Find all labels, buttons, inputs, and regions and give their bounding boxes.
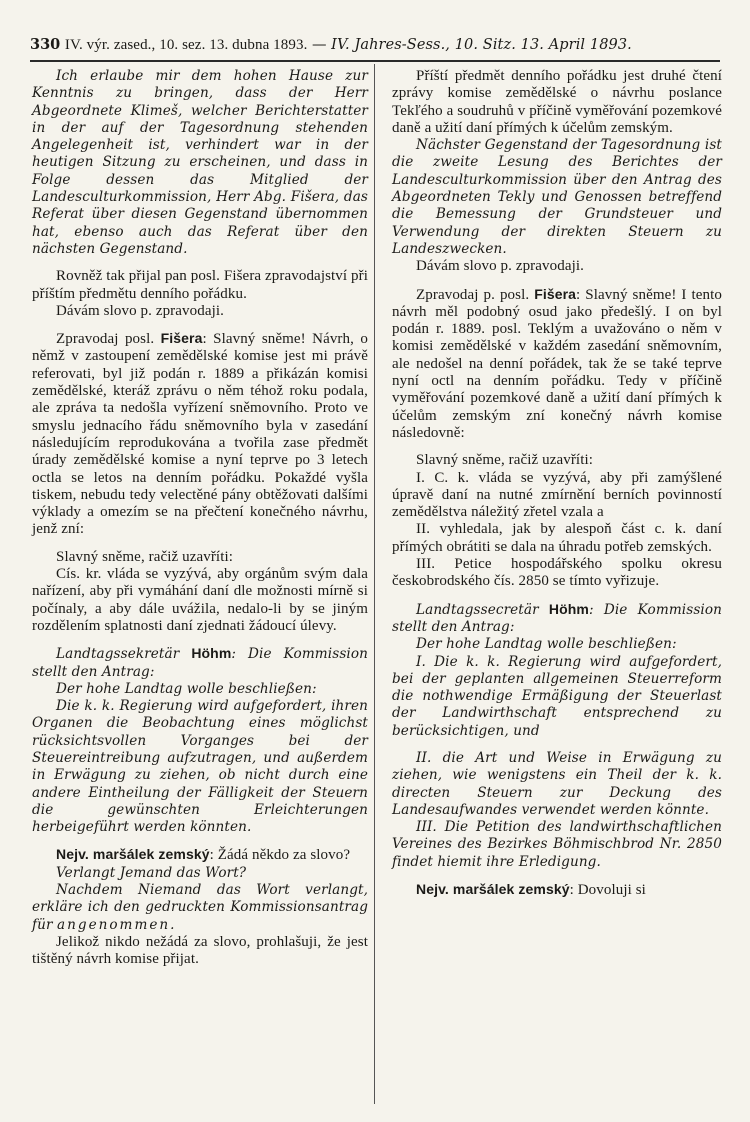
- czech-heading: IV. výr. zased., 10. sez. 13. dubna 1893.: [64, 37, 308, 53]
- german-heading: IV. Jahres-Sess., 10. Sitz. 13. April 1893.: [331, 37, 632, 53]
- paragraph: Der hohe Landtag wolle beschließen:: [56, 680, 317, 697]
- speaker-prefix: Landtagssecretär: [416, 601, 539, 618]
- speaker-name: Nejv. maršálek zemský: [56, 846, 210, 863]
- speaker-name: Höhm: [191, 645, 232, 662]
- speech-paragraph: [392, 601, 722, 637]
- paragraph: II. die Art und Weise in Erwägung zu ziehen, wie wenigstens ein Theil der k. k. directen Steuern zur Deckung des Landesaufwandes verwendet werden könnte.: [392, 749, 722, 818]
- paragraph: Příští předmět denního pořádku jest druhé čtení zprávy komise zemědělské o návrhu poslance Tekľého a soudruhů v příčině vyměřování pozemkové daně a užití daní přímých k účelům zemským.: [392, 68, 722, 136]
- page-header: [30, 36, 720, 70]
- paragraph: Slavný sněme, račiž uzavříti:: [416, 452, 594, 469]
- paragraph: Nächster Gegenstand der Tagesordnung ist die zweite Lesung des Berichtes der Landesculturkommission über den Antrag des Abgeordneten Tekly und Genossen betreffend die Bemessung der Grundsteuer und Verwendung der direkten Steuern zu Landeszwecken.: [392, 137, 722, 257]
- speaker-prefix: Landtagssekretär: [56, 646, 180, 663]
- paragraph: Verlangt Jemand das Wort?: [56, 864, 247, 881]
- paragraph: Dávám slovo p. zpravodaji.: [56, 302, 224, 319]
- paragraph: [32, 882, 368, 934]
- speech-text: : Die Kommission stellt den Antrag:: [392, 601, 722, 635]
- paragraph: Rovněž tak přijal pan posl. Fišera zpravodajství při příštím předmětu denního pořádku.: [32, 268, 368, 302]
- paragraph: Dávám slovo p. zpravodaji.: [416, 258, 584, 275]
- speech-paragraph: [32, 330, 368, 539]
- left-column: [32, 68, 368, 969]
- paragraph: Die k. k. Regierung wird aufgefordert, ihren Organen die Beobachtung eines möglichst rücksichtsvollen Vorganges bei der Steuereintreibung aufzutragen, und außerdem in Erwägung zu ziehen, ob nicht durch eine andere Eintheilung der Fälligkeit der Steuern die gewünschten Erleichterungen herbeigeführt werden könnten.: [32, 698, 368, 836]
- speech-text: : Die Kommission stellt den Antrag:: [32, 646, 368, 680]
- speech-paragraph: [32, 846, 368, 864]
- speech-paragraph: [32, 645, 368, 681]
- header-rule: [30, 60, 720, 62]
- speech-paragraph: [392, 881, 722, 899]
- speaker-name: Fišera: [160, 330, 203, 347]
- speaker-prefix: Zpravodaj p. posl.: [416, 286, 530, 303]
- paragraph: II. vyhledala, jak by alespoň část c. k. daní přímých obrátiti se dala na úhradu potřeb zemských.: [392, 521, 722, 555]
- paragraph: I. C. k. vláda se vyzývá, aby při zamýšlené úpravě daní na nutné zmírnění berních povinností zemědělstva náležitý zřetel vzala a: [392, 469, 722, 521]
- speech-paragraph: [392, 286, 722, 443]
- paragraph: I. Die k. k. Regierung wird aufgefordert, bei der geplanten allgemeinen Steuerreform die nothwendige Ermäßigung der Steuerlast der Landwirthschaft entsprechend zu berücksichtigen, und: [392, 653, 722, 739]
- speech-text: : Žádá někdo za slovo?: [209, 847, 351, 864]
- speaker-name: Höhm: [548, 600, 589, 617]
- column-divider: [374, 64, 375, 1104]
- paragraph: III. Die Petition des landwirthschaftlichen Vereines des Bezirkes Böhmischbrod Nr. 2850 findet hiemit ihre Erledigung.: [392, 819, 722, 870]
- right-column: [392, 68, 722, 899]
- speech-text: : Slavný sněme! Návrh, o němž v zastoupení zemědělské komise jest mi právě referovati, byl již podán r. 1889 a přikázán komisi zemědělské, kteráž zprávu o něm téhož roku podala, ale zpráva ta nedošla vyřízení sněmovního. Proto ve smyslu jednacího řádu sněmovního byla v zasedání následujícím reprodukována a tvořila zase předmět úrady zemědělské komise a nyní teprve po 3 letech octla se letos na denním pořádku. Pokaždé vyšla tiskem, nebudu tedy velectěné pány obtěžovati dalšími výklady a omezím se na přečtení konečného návrhu, jenž zní:: [32, 331, 368, 538]
- spaced-word: angenommen.: [57, 916, 177, 933]
- speech-text: : Dovoluji si: [569, 882, 646, 899]
- speaker-prefix: Zpravodaj posl.: [56, 331, 155, 348]
- paragraph: Ich erlaube mir dem hohen Hause zur Kenntnis zu bringen, dass der Herr Abgeordnete Klimeš, welcher Berichterstatter in der auf der Tagesordnung stehenden Angelegenheit ist, verhindert war in der heutigen Sitzung zu erscheinen, und dass in Folge dessen das Mitglied der Landesculturkommission, Herr Abg. Fišera, das Referat über diesen Gegenstand übernommen hat, ebenso auch das Referat über den nächsten Gegenstand.: [32, 68, 368, 257]
- paragraph: Cís. kr. vláda se vyzývá, aby orgánům svým dala nařízení, aby při vymáhání daní dle možnosti mírně si počínaly, a aby dále uvážila, nedalo-li by se jiným rozdělením splatnosti daní zjednati žádoucí úlevy.: [32, 566, 368, 634]
- header-separator: —: [312, 37, 327, 53]
- speaker-name: Nejv. maršálek zemský: [416, 881, 570, 898]
- page-number: 330: [30, 36, 61, 53]
- paragraph: Der hohe Landtag wolle beschließen:: [416, 636, 677, 653]
- speaker-name: Fišera: [534, 285, 577, 302]
- paragraph: Slavný sněme, račiž uzavříti:: [56, 548, 234, 565]
- paragraph-text: Nachdem Niemand das Wort verlangt, erkläre ich den gedruckten Kommissionsantrag für: [32, 882, 368, 933]
- paragraph: Jelikož nikdo nežádá za slovo, prohlašuji, že jest tištěný návrh komise přijat.: [32, 933, 368, 968]
- paragraph: III. Petice hospodářského spolku okresu českobrodského čís. 2850 se tímto vyřizuje.: [392, 556, 722, 590]
- speech-text: : Slavný sněme! I tento návrh měl podobný osud jako předešlý. I on byl podán r. 1889. posl. Teklým a uvažováno o něm v komisi zemědělské v každém zasedání sněmovním, ale nedošel na denní pořádek, tak že se také teprve nyní octl na denním pořádku. Tedy v příčině vyměřování pozemkové daně a užití daní přímých k účelům zemským zní konečný návrh komise následovně:: [392, 286, 722, 441]
